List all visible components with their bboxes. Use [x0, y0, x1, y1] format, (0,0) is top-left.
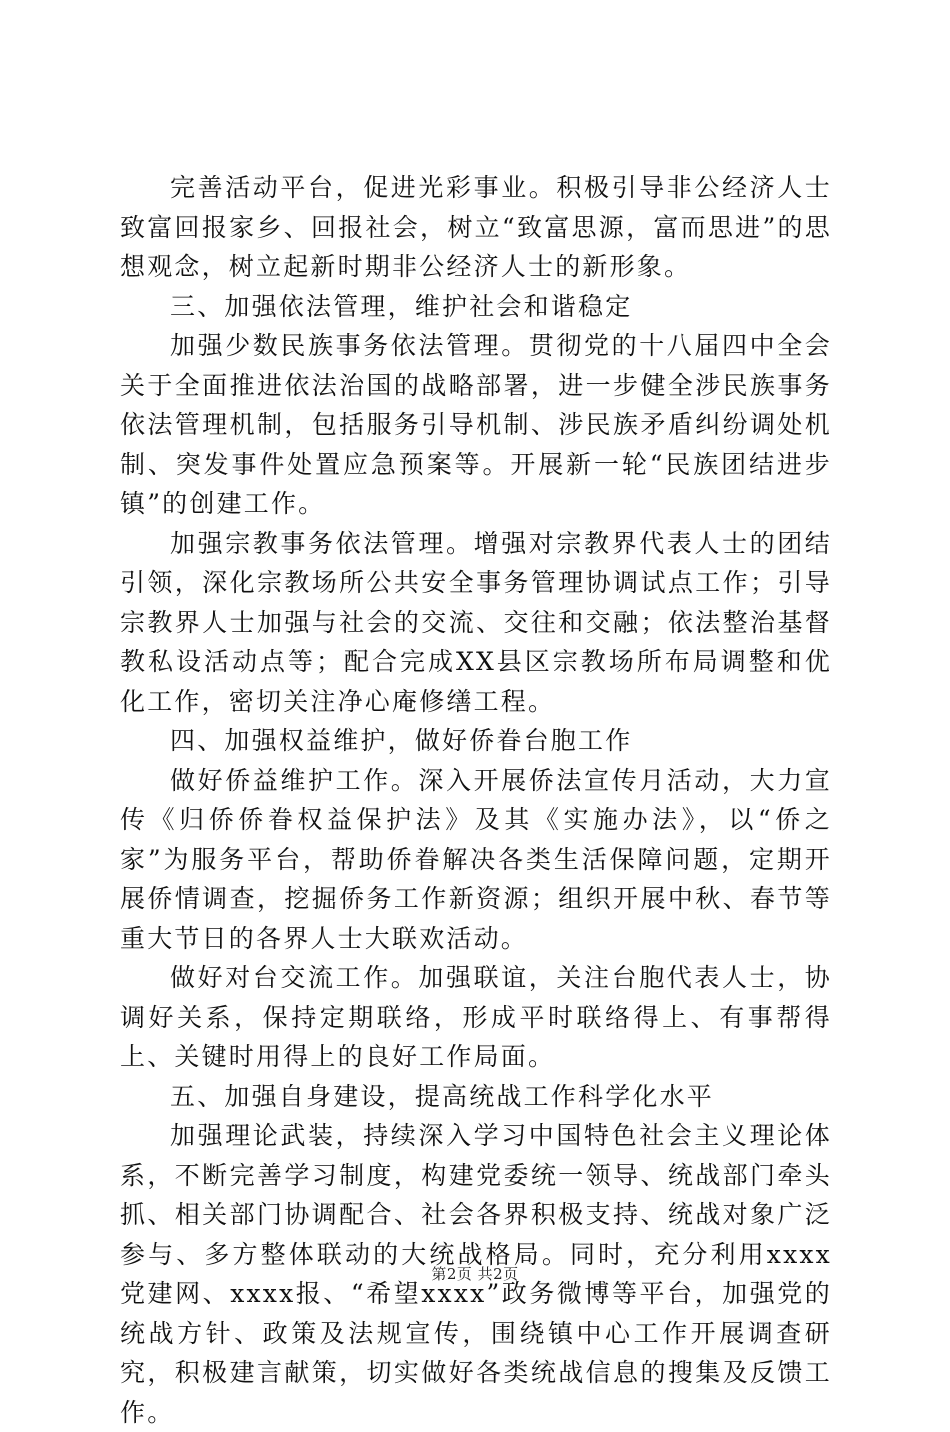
paragraph-self-building: 加强理论武装，持续深入学习中国特色社会主义理论体系，不断完善学习制度，构建党委统一领导、统战部门牵头抓、相关部门协调配合、社会各界积极支持、统战对象广泛参与、多方整体联动的大统战格局。同时，充分利用xxxx党建网、xxxx报、“希望xxxx”政务微博等平台，加强党的统战方针、政策及法规宣传，围绕镇中心工作开展调查研究，积极建言献策，切实做好各类统战信息的搜集及反馈工作。 — [120, 1121, 832, 1427]
section-heading-3: 三、加强依法管理，维护社会和谐稳定 — [170, 291, 633, 321]
paragraph-overseas-chinese: 做好侨益维护工作。深入开展侨法宣传月活动，大力宣传《归侨侨眷权益保护法》及其《实施办法》，以“侨之家”为服务平台，帮助侨眷解决各类生活保障问题，定期开展侨情调查，挖掘侨务工作新资源；组织开展中秋、春节等重大节日的各界人士大联欢活动。 — [120, 765, 832, 953]
page-number-footer: 第2页 共2页 — [431, 1265, 519, 1283]
document-body — [120, 168, 832, 1432]
section-heading-5: 五、加强自身建设，提高统战工作科学化水平 — [170, 1081, 715, 1111]
paragraph-religious-affairs: 加强宗教事务依法管理。增强对宗教界代表人士的团结引领，深化宗教场所公共安全事务管理协调试点工作；引导宗教界人士加强与社会的交流、交往和交融；依法整治基督教私设活动点等；配合完成XX县区宗教场所布局调整和优化工作，密切关注净心庵修缮工程。 — [120, 528, 832, 716]
paragraph-guangcai: 完善活动平台，促进光彩事业。积极引导非公经济人士致富回报家乡、回报社会，树立“致富思源，富而思进”的思想观念，树立起新时期非公经济人士的新形象。 — [120, 173, 832, 281]
paragraph-ethnic-affairs: 加强少数民族事务依法管理。贯彻党的十八届四中全会关于全面推进依法治国的战略部署，进一步健全涉民族事务依法管理机制，包括服务引导机制、涉民族矛盾纠纷调处机制、突发事件处置应急预案等。开展新一轮“民族团结进步镇”的创建工作。 — [120, 331, 832, 518]
section-heading-4: 四、加强权益维护，做好侨眷台胞工作 — [170, 726, 633, 755]
paragraph-taiwan-exchange: 做好对台交流工作。加强联谊，关注台胞代表人士，协调好关系，保持定期联络，形成平时联络得上、有事帮得上、关键时用得上的良好工作局面。 — [120, 963, 832, 1071]
